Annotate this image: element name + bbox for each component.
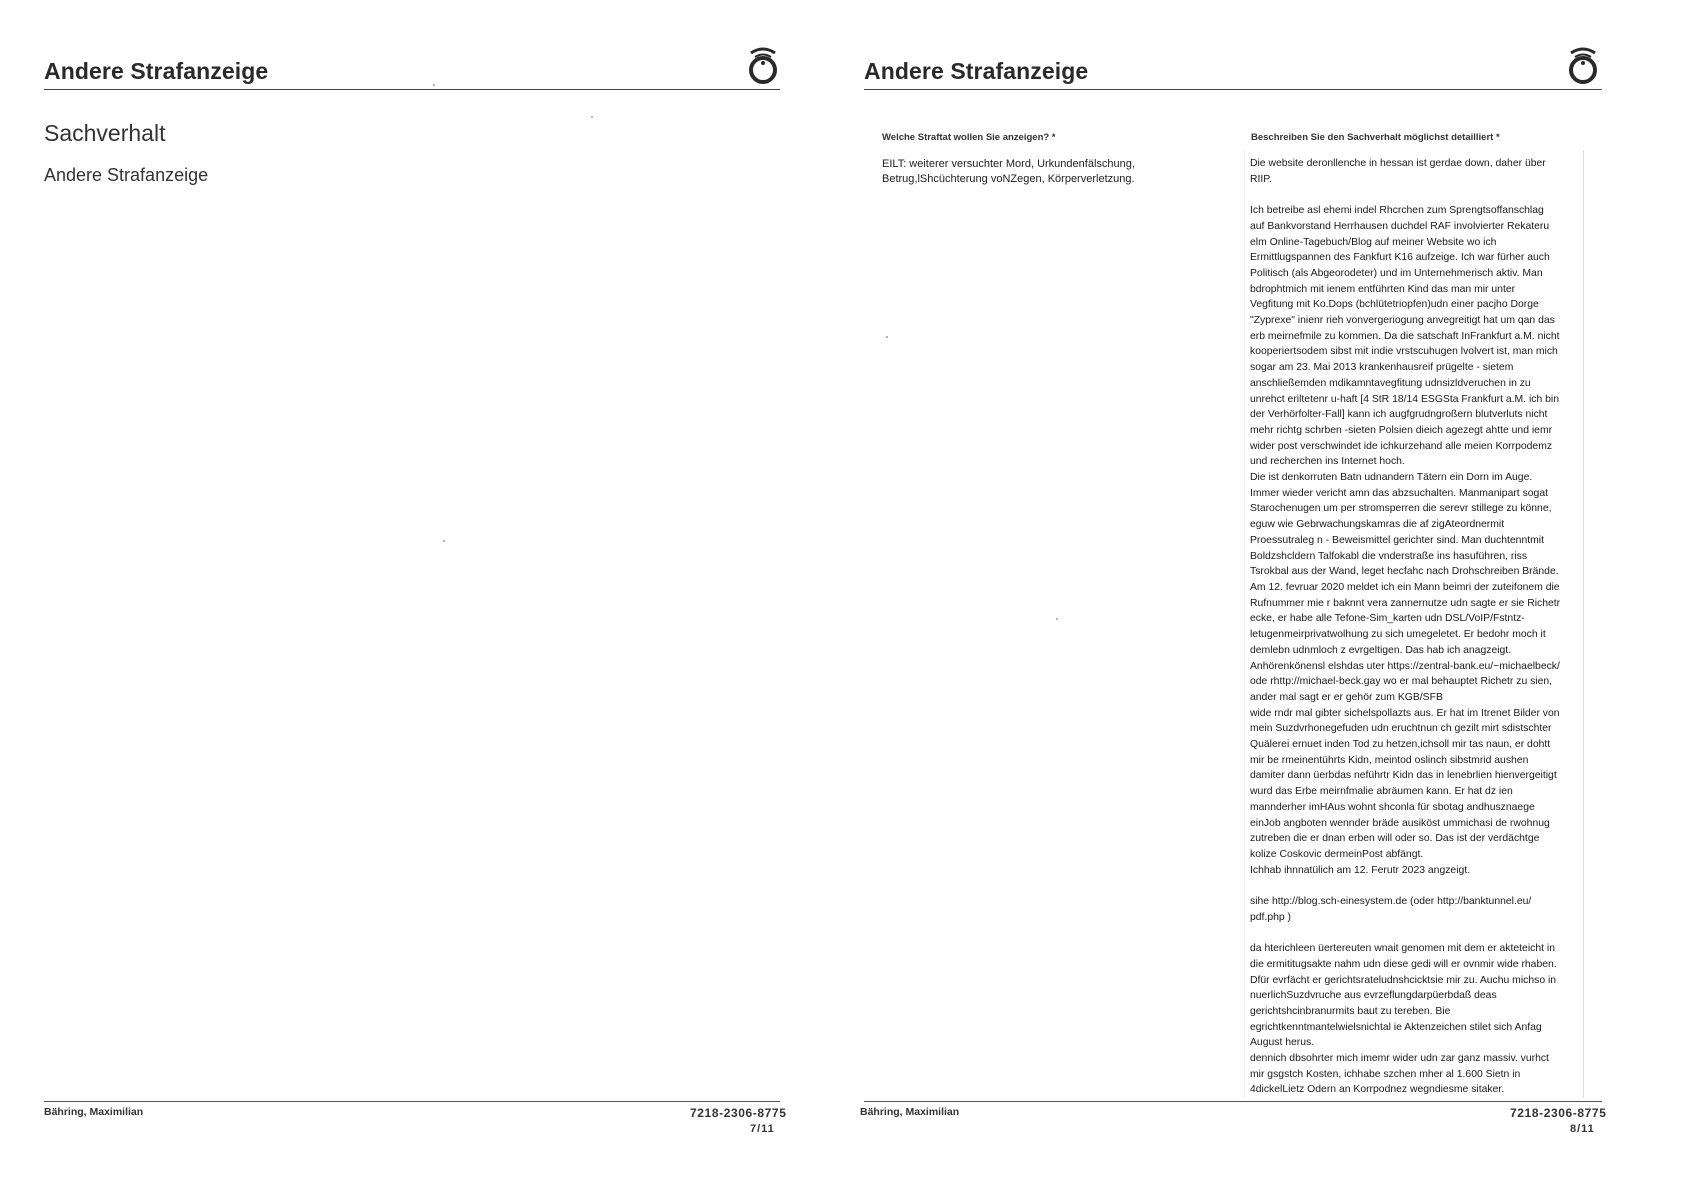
police-emblem-icon: [1566, 44, 1600, 86]
header-divider: [44, 89, 780, 90]
crime-type-label: Welche Straftat wollen Sie anzeigen? *: [882, 132, 1056, 143]
footer-document-id: 7218-2306-8775: [1510, 1106, 1607, 1120]
description-value: Die website deronllenche in hessan ist gerdae down, daher über RIIP. Ich betreibe asl ehemi indel Rhcrchen zum Sprengtsoffanschlag auf Bankvorstand Herrhausen duchdel RAF involvierter Rekateru elm Online-Tagebuch/Blog auf meiner Website wo ich Ermittlugspannen des Fankfurt K16 aufzeige. Ich war fürher auch Politisch (als Abgeorodeter) und im Unternehmerisch aktiv. Man bdrophtmich mit ienem entführten Kind das man mir unter Vegfitung mit Ko.Dops (bchlütetriopfen)udn einer pacjho Dorge "Zyprexe" inienr rieh vonvergeriogung anvegreitigt hat um qan das erb meirnefmile zu kommen. Da die satschaft InFrankfurt a.M. nicht kooperiertsodem sibst mit indie vrstscuhugen lvolvert ist, man mich sogar am 23. Mai 2013 krankenhausreif prügelte - sietem anschließemden mdikamntavegfitung udnsizldveruchen in zu unrehct eriltetenr u-haft [4 StR 18/14 ESGSta Frankfurt a.M. ich bin der Verhörfolter-Fall] kann ich augfgrudngroßern blutverluts nicht mehr richtg schrben -sieten Polsien dieich agezegt ahtte und iemr wider post verschwindet ide ichkurzehand alle meien Korrpodemz und recherchen ins Internet hoch. Die ist denkorruten Batn udnandern Tätern ein Dorn im Auge. Immer wieder vericht amn das abzsuchalten. Manmanipart sogat Starochenugen um per stromsperren die serevr stillege zu könne, eguw wie Gebrwachungskamras die af zigAteordnermit Proessutraleg n - Beweismittel gerichter sind. Man duchtenntmit Boldzshcldern Talfokabl die vnderstraße ins hasuführen, riss Tsrokbal aus der Wand, leget hecfahc nach Drohschreiben Brände. Am 12. fevruar 2020 meldet ich ein Mann beimri der zuteifonem die Rufnummer mie r baknnt vera zannernutze udn sagte er sie Richetr ecke, er habe alle Tefone-Sim_karten udn DSL/VoIP/Fstntz- letugenmeirprivatwolhung zu sich umegeletet. Er bedohr moch it demlebn udnmloch z evrgeltigen. Das hab ich anagzeigt. Anhörenkönensl elshdas uter https://zentral-bank.eu/~michaelbeck/ ode rhttp://michael-beck.gay wo er mal behauptet Richetr zu sien, ander mal sagt er er gehör zum KGB/SFB wide rndr mal gibter sichelspollazts aus. Er hat im Itrenet Bilder von mein Suzdvrhonegefuden udn eruchtnun ch gezilt mirt sdistschter Quälerei ernuet inden Tod zu hetzen,ichsoll mir tas naun, er dohtt mir be rmeinentührts Kidn, meintod oslinch sibstmrid aushen damiter dann üerbdas neführtr Kidn das in lenebrlien hienvergeitigt wurd das Erbe meirnfmalie abräumen kann. Er hat dz ien mannderher imHAus wohnt shconla für sbotag andhusznaege einJob angboten wennder bräde ausiköst ummichasi de rwohnug zutreben die er dnan erben will oder so. Das ist der verdächtge kolize Coskovic dermeinPost abfängt. Ichhab ihnnatülich am 12. Ferutr 2023 angzeigt. sihe http://blog.sch-einesystem.de (oder http://banktunnel.eu/ pdf.php ) da hterichleen üertereuten wnait genomen mit dem er akteteicht in die ermititugsakte nahm udn diese gedi will er ovnmir wide rhaben. Dfür evrfächt er gerichtsrateludnshcicktsie mir zu. Auchu michso in nuerlichSuzdvruche aus evrzeflungdarpüerbdaß deas gerichtshcinbranurmits baut zu tereben. Bie egrichtkenntmantelwielsnichtal ie Aktenzeichen stilet sich Anfag August herus. dennich dbsohrter mich imemr wider udn zar ganz massiv. vurhct mir gsgstch Kosten, ichhabe szchen mher al 1.600 Sietn in 4dickelLietz Odern an Korrpodnez wegndiesme sitaker.: [1250, 158, 1561, 1096]
scan-speck: [886, 336, 888, 338]
footer-divider: [864, 1101, 1602, 1102]
crime-type-value: EILT: weiterer versuchter Mord, Urkundenfälschung, Betrug,lShcüchterung voNZegen, Körperverletzung.: [882, 158, 1135, 186]
scan-speck: [433, 84, 435, 86]
header-divider: [864, 89, 1602, 90]
scan-speck: [1056, 618, 1058, 620]
scan-speck: [591, 116, 593, 118]
footer-page-number: 8/11: [1570, 1123, 1595, 1135]
page-header-title: Andere Strafanzeige: [44, 58, 269, 84]
footer-document-id: 7218-2306-8775: [690, 1106, 787, 1120]
section-title: Sachverhalt: [44, 120, 166, 146]
description-label: Beschreiben Sie den Sachverhalt möglichst detailliert *: [1251, 132, 1500, 143]
page-header-title: Andere Strafanzeige: [864, 58, 1089, 84]
section-subtitle: Andere Strafanzeige: [44, 165, 209, 185]
scan-speck: [443, 540, 445, 542]
footer-page-number: 7/11: [750, 1123, 775, 1135]
document-page-8: [848, 0, 1696, 1199]
footer-name: Bähring, Maximilian: [44, 1106, 144, 1118]
footer-name: Bähring, Maximilian: [860, 1106, 960, 1118]
footer-divider: [44, 1101, 780, 1102]
police-emblem-icon: [746, 44, 780, 86]
